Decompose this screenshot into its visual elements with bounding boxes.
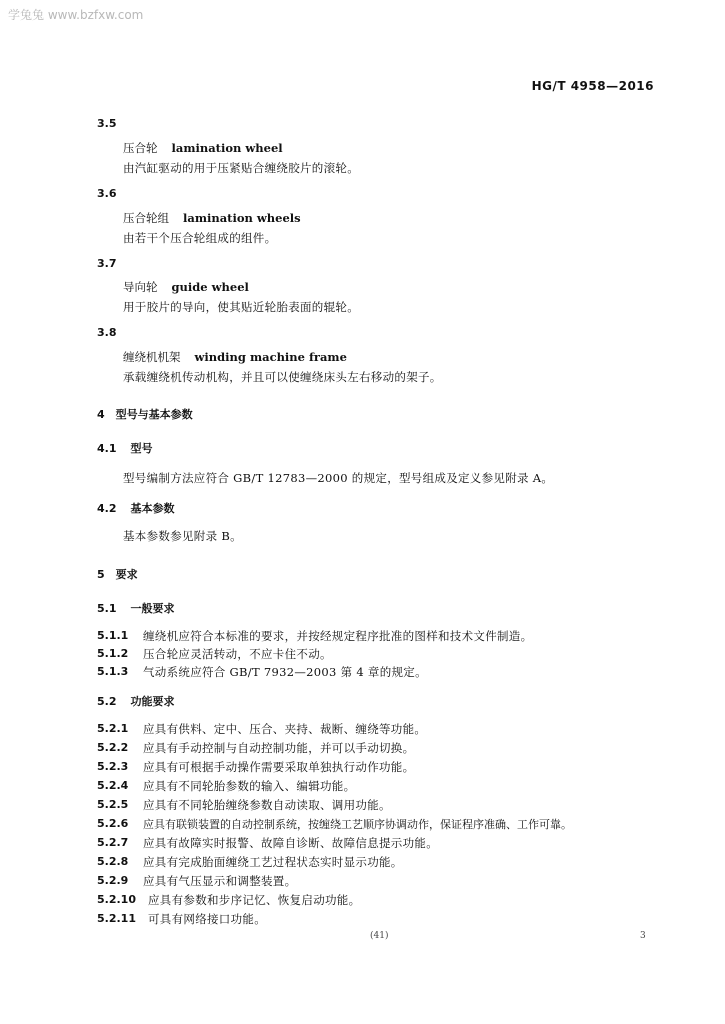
clause-number: 5.2 <box>97 695 117 708</box>
clause-text: 缠绕机应符合本标准的要求，并按经规定程序批准的图样和技术文件制造。 <box>143 629 533 643</box>
clause-text: 应具有不同轮胎缠绕参数自动读取、调用功能。 <box>143 798 391 812</box>
clause-text: 应具有不同轮胎参数的输入、编辑功能。 <box>143 779 356 793</box>
term-cn: 压合轮 <box>123 141 158 155</box>
clause-text: 应具有联锁装置的自动控制系统，按缠绕工艺顺序协调动作，保证程序准确、工作可靠。 <box>143 818 572 831</box>
section-5-2-heading <box>97 693 175 709</box>
term-en: lamination wheels <box>183 211 301 225</box>
clause-text: 应具有供料、定中、压合、夹持、裁断、缠绕等功能。 <box>143 722 427 736</box>
standard-id: HG/T 4958—2016 <box>531 79 654 93</box>
clause-number: 5.2.5 <box>97 798 129 811</box>
clause-text: 气动系统应符合 GB/T 7932—2003 第 4 章的规定。 <box>143 665 427 679</box>
clause-number: 5.2.3 <box>97 760 129 773</box>
clause-text: 应具有可根据手动操作需要采取单独执行动作功能。 <box>143 760 415 774</box>
clause-text: 应具有参数和步序记忆、恢复启动功能。 <box>148 893 361 907</box>
term-cn: 压合轮组 <box>123 211 169 225</box>
section-5-1-heading <box>97 600 175 616</box>
term-cn: 缠绕机机架 <box>123 350 181 364</box>
clause-text: 应具有故障实时报警、故障自诊断、故障信息提示功能。 <box>143 836 438 850</box>
clause-text: 应具有气压显示和调整装置。 <box>143 874 297 888</box>
term-number: 3.8 <box>97 326 117 339</box>
clause-title: 功能要求 <box>130 695 175 708</box>
clause-number: 5.1.3 <box>97 665 129 678</box>
section-4-1-text: 型号编制方法应符合 GB/T 12783—2000 的规定，型号组成及定义参见附录 A。 <box>123 471 554 485</box>
term-definition: 由若干个压合轮组成的组件。 <box>123 231 277 245</box>
clause-text: 可具有网络接口功能。 <box>148 912 266 926</box>
section-4-heading: 4 型号与基本参数 <box>97 408 193 421</box>
term-cn: 导向轮 <box>123 280 158 294</box>
term-definition: 用于胶片的导向，使其贴近轮胎表面的辊轮。 <box>123 300 359 314</box>
section-4-2-heading <box>97 500 175 516</box>
clause-number: 5.2.1 <box>97 722 129 735</box>
clause-title: 基本参数 <box>130 502 175 515</box>
term-en: winding machine frame <box>194 350 347 364</box>
watermark-text: 学兔兔 www.bzfxw.com <box>8 8 144 22</box>
clause-number: 5.1 <box>97 602 117 615</box>
term-number: 3.5 <box>97 117 117 130</box>
term-title <box>123 140 283 156</box>
term-number: 3.6 <box>97 187 117 200</box>
clause-text: 应具有手动控制与自动控制功能，并可以手动切换。 <box>143 741 415 755</box>
page-number: 3 <box>640 931 646 941</box>
clause-number: 5.1.2 <box>97 647 129 660</box>
clause-number: 5.2.7 <box>97 836 129 849</box>
clause-number: 5.2.8 <box>97 855 129 868</box>
clause-number: 4.1 <box>97 442 117 455</box>
section-4-2-text: 基本参数参见附录 B。 <box>123 529 242 543</box>
section-5-heading: 5 要求 <box>97 568 138 581</box>
clause-text: 应具有完成胎面缠绕工艺过程状态实时显示功能。 <box>143 855 403 869</box>
clause-number: 5.2.4 <box>97 779 129 792</box>
clause-number: 5.2.6 <box>97 817 129 830</box>
clause-title: 一般要求 <box>130 602 175 615</box>
section-4-1-heading <box>97 440 153 456</box>
clause-number: 5.2.2 <box>97 741 129 754</box>
term-title <box>123 210 301 226</box>
term-definition: 由汽缸驱动的用于压紧贴合缠绕胶片的滚轮。 <box>123 161 359 175</box>
clause-text: 压合轮应灵活转动，不应卡住不动。 <box>143 647 332 661</box>
term-title <box>123 349 347 365</box>
clause-number: 5.1.1 <box>97 629 129 642</box>
clause-number: 4.2 <box>97 502 117 515</box>
term-number: 3.7 <box>97 257 117 270</box>
term-definition: 承载缠绕机传动机构，并且可以使缠绕床头左右移动的架子。 <box>123 370 442 384</box>
clause-number: 5.2.11 <box>97 912 136 925</box>
term-title <box>123 279 249 295</box>
clause-number: 5.2.10 <box>97 893 136 906</box>
clause-title: 型号 <box>130 442 153 455</box>
term-en: lamination wheel <box>171 141 283 155</box>
clause-number: 5.2.9 <box>97 874 129 887</box>
footer-code: (41) <box>370 931 389 941</box>
term-en: guide wheel <box>171 280 249 294</box>
